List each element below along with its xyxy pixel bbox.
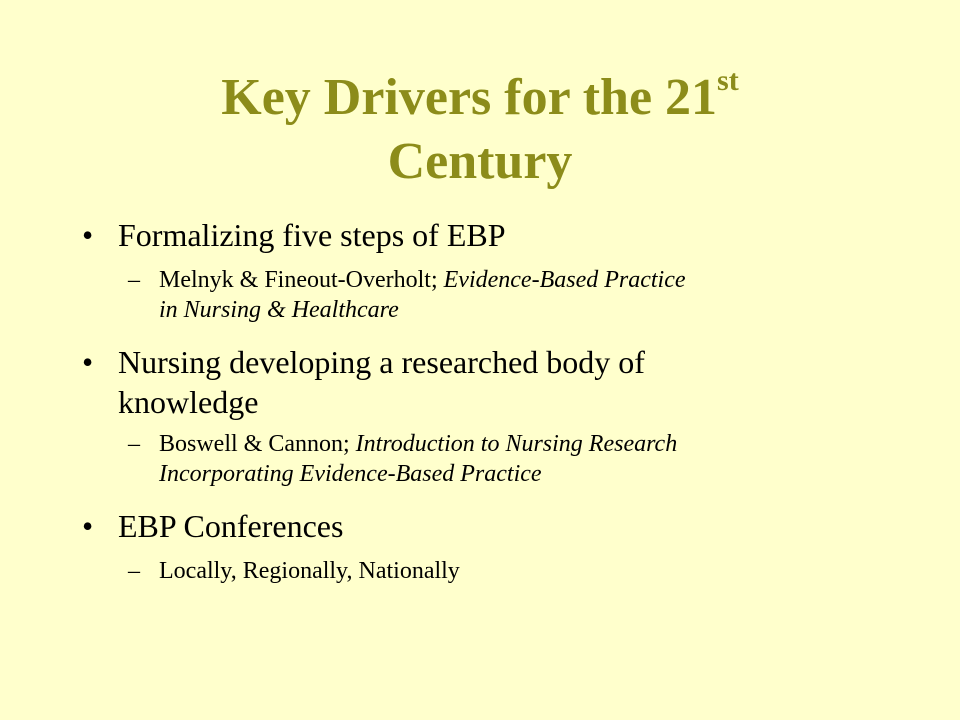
sub-bullet-citation-cont: Incorporating Evidence-Based Practice [159,461,542,487]
slide-title [120,63,840,194]
dash-icon: – [128,431,140,457]
sub-bullet-citation-cont: in Nursing & Healthcare [159,297,399,323]
title-line-1: Key Drivers for the 21 [221,69,718,126]
bullet-text-cont: knowledge [118,384,259,420]
sub-bullet-citation: Introduction to Nursing Research [355,431,678,457]
bullet-icon: • [82,217,94,253]
bullet-icon: • [82,508,94,544]
bullet-text: Nursing developing a researched body of [118,344,645,380]
title-superscript: st [717,63,739,97]
dash-icon: – [128,558,140,584]
bullet-text: EBP Conferences [118,508,344,544]
sub-bullet-citation: Evidence-Based Practice [443,267,686,293]
bullet-text: Formalizing five steps of EBP [118,217,506,253]
dash-icon: – [128,267,140,293]
bullet-icon: • [82,344,94,380]
sub-bullet-text: Boswell & Cannon; [159,431,356,457]
sub-bullet-text: Melnyk & Fineout-Overholt; [159,267,444,293]
sub-bullet-text: Locally, Regionally, Nationally [159,558,460,584]
title-line-2: Century [387,133,573,190]
